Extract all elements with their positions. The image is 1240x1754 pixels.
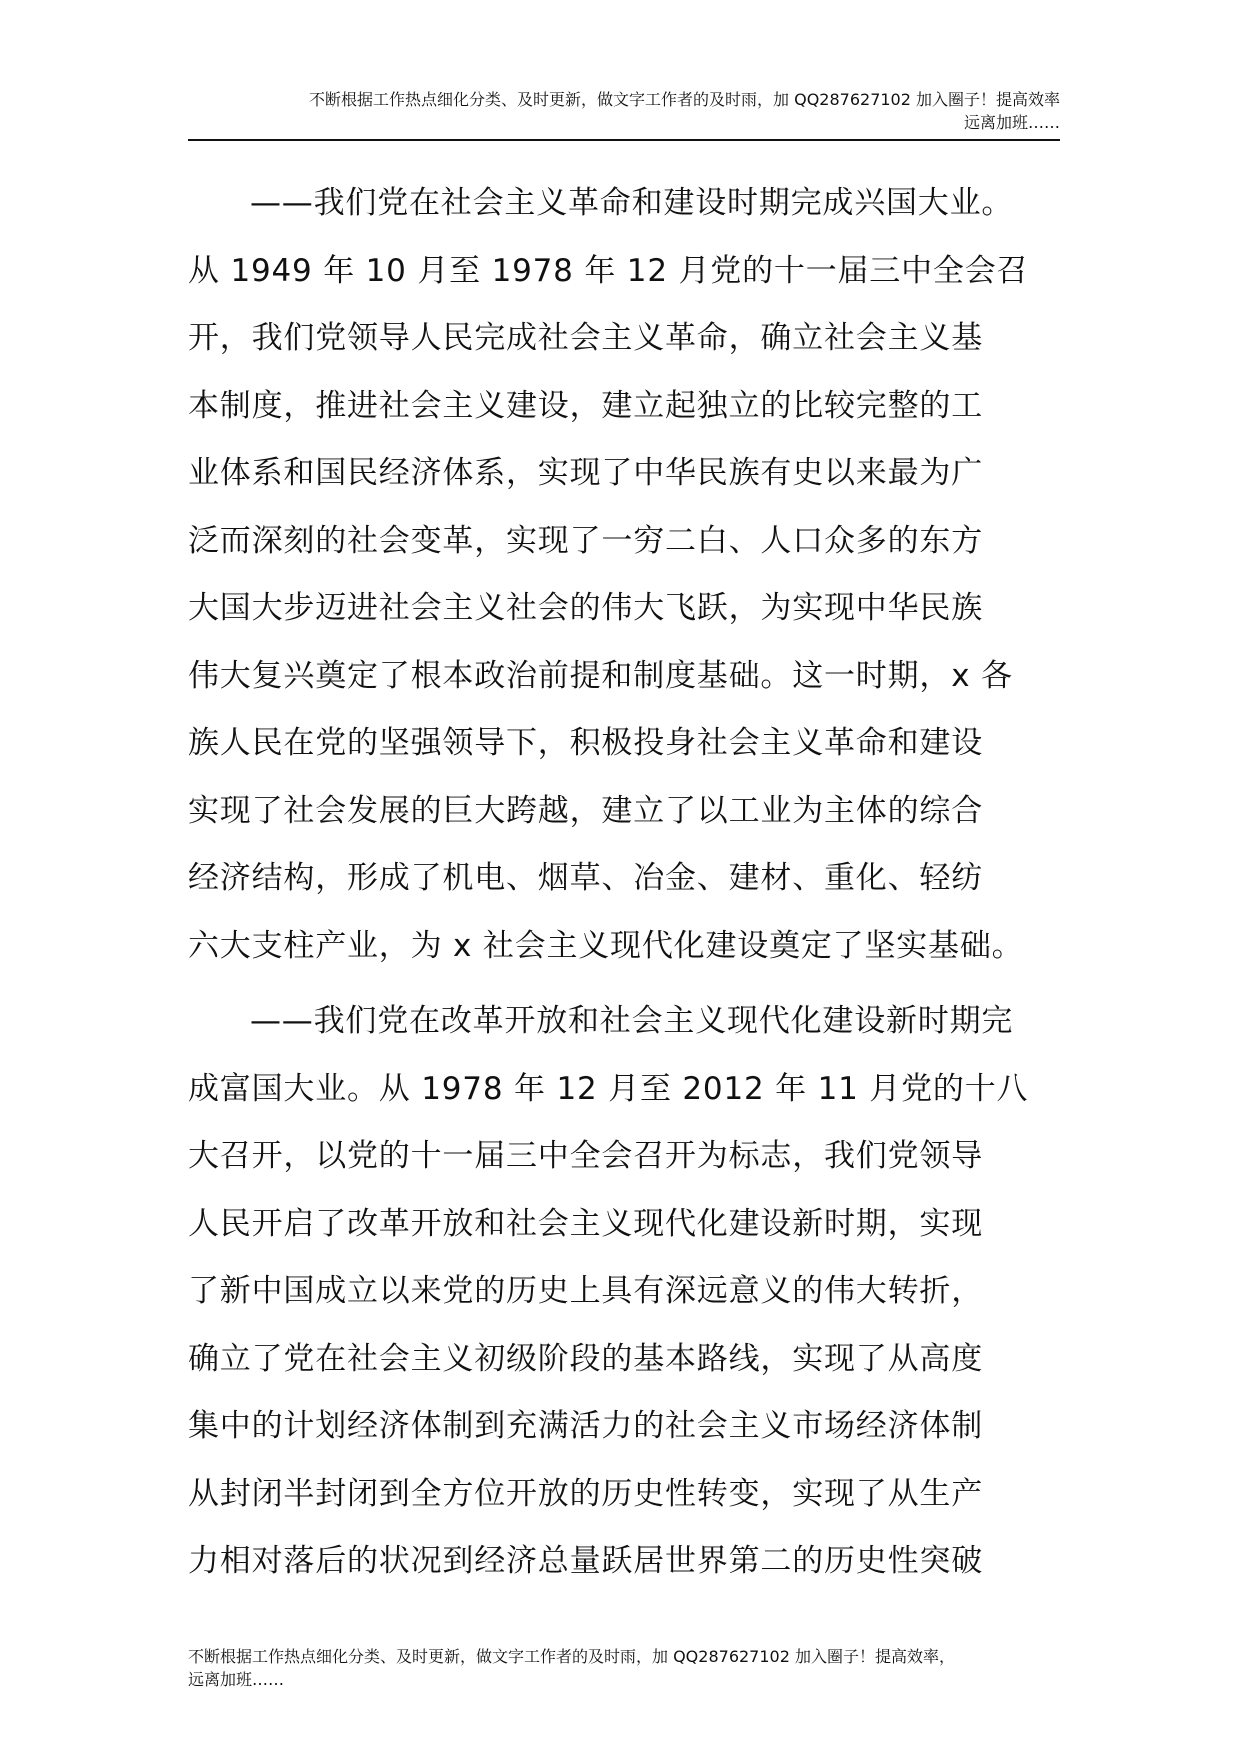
page-footer bbox=[188, 1622, 1060, 1691]
page-header bbox=[188, 88, 1060, 134]
paragraph: ——我们党在社会主义革命和建设时期完成兴国大业。 从 1949 年 10 月至 1978 年 12 月党的十一届三中全会召 开，我们党领导人民完成社会主义革命，确立社会主义基 本制度，推进社会主义建设，建立起独立的比较完整的工 业体系和国民经济体系，实现了中华民族有史以来最为广 泛而深刻的社会变革，实现了一穷二白、人口众多的东方 大国大步迈进社会主义社会的伟大飞跃，为实现中华民族 伟大复兴奠定了根本政治前提和制度基础。这一时期，x 各 族人民在党的坚强领导下，积极投身社会主义革命和建设 实现了社会发展的巨大跨越，建立了以工业为主体的综合 经济结构，形成了机电、烟草、冶金、建材、重化、轻纺 六大支柱产业，为 x 社会主义现代化建设奠定了坚实基础。 bbox=[188, 185, 1029, 964]
paragraph: ——我们党在改革开放和社会主义现代化建设新时期完 成富国大业。从 1978 年 12 月至 2012 年 11 月党的十八 大召开，以党的十一届三中全会召开为标志，我们党领导 人民开启了改革开放和社会主义现代化建设新时期，实现 了新中国成立以来党的历史上具有深远意义的伟大转折， 确立了党在社会主义初级阶段的基本路线，实现了从高度 集中的计划经济体制到充满活力的社会主义市场经济体制 从封闭半封闭到全方位开放的历史性转变，实现了从生产 力相对落后的状况到经济总量跃居世界第二的历史性突破 bbox=[188, 1003, 1029, 1579]
header-text: 不断根据工作热点细化分类、及时更新，做文字工作者的及时雨，加 QQ287627102 加入圈子！提高效率 远离加班…… bbox=[309, 90, 1060, 132]
header-divider bbox=[188, 139, 1060, 141]
footer-text: 不断根据工作热点细化分类、及时更新，做文字工作者的及时雨，加 QQ287627102 加入圈子！提高效率， 远离加班…… bbox=[188, 1647, 955, 1689]
document-body bbox=[188, 170, 1060, 1596]
